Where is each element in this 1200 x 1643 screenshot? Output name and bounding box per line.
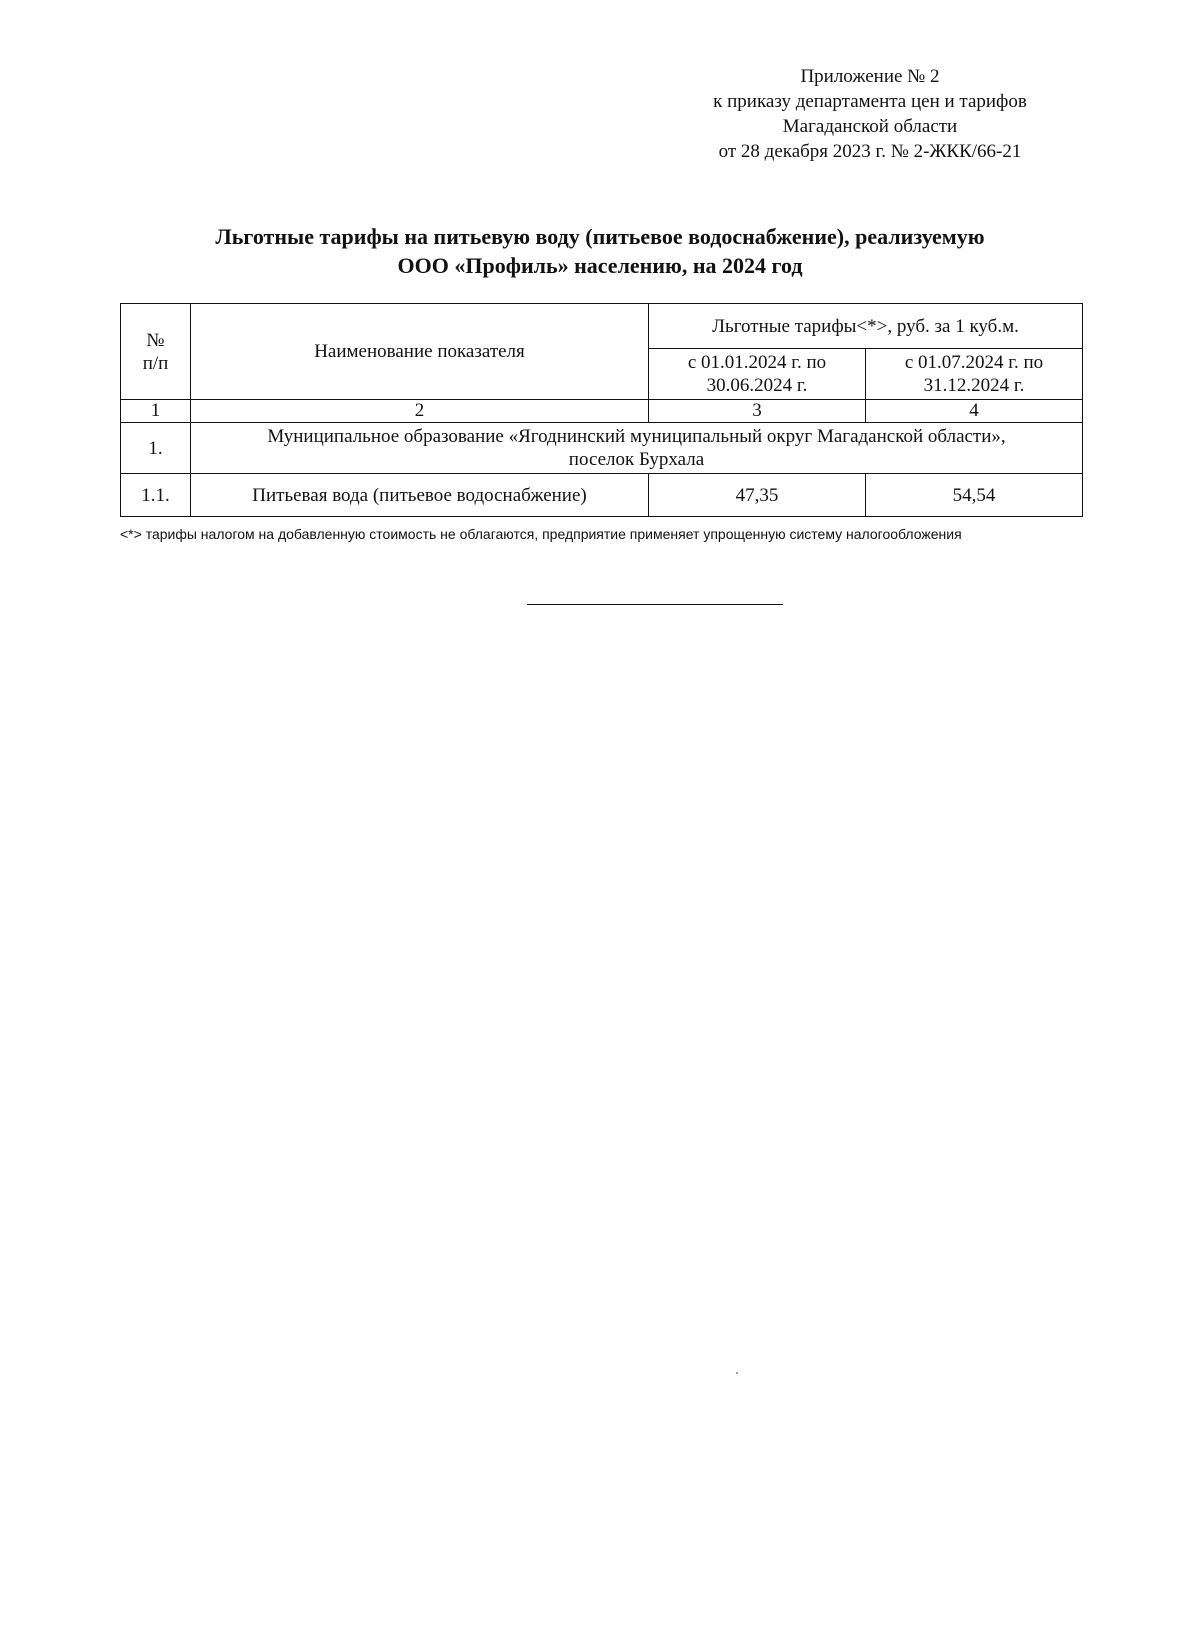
document-title-line-1: Льготные тарифы на питьевую воду (питьевое водоснабжение), реализуемую: [215, 224, 985, 249]
header-number-sign: №: [146, 329, 165, 351]
period-2-end: 31.12.2024 г.: [923, 375, 1025, 396]
column-number-cell: 4: [866, 400, 1083, 423]
appendix-number: Приложение № 2: [800, 66, 940, 87]
row-tariff-period-1-cell: 47,35: [649, 474, 866, 517]
tariffs-table: [120, 303, 1083, 517]
end-of-document-rule: [527, 604, 783, 605]
document-title-line-2: ООО «Профиль» населению, на 2024 год: [397, 253, 803, 278]
municipality-row: [121, 423, 1083, 474]
appendix-header: [670, 64, 1070, 164]
scan-artifact-dot: [736, 1372, 738, 1374]
municipality-name-line-1: Муниципальное образование «Ягоднинский муниципальный округ Магаданской области»,: [267, 426, 1006, 447]
header-period-1-cell: [649, 349, 866, 400]
table-row: [121, 474, 1083, 517]
row-number-cell: 1.1.: [121, 474, 191, 517]
appendix-region: Магаданской области: [782, 116, 958, 137]
footnote: <*> тарифы налогом на добавленную стоимость не облагаются, предприятие применяет упрощенную систему налогообложения: [120, 526, 962, 542]
row-tariff-period-2-cell: 54,54: [866, 474, 1083, 517]
appendix-order-reference: к приказу департамента цен и тарифов: [713, 91, 1027, 112]
municipality-name-cell: [191, 423, 1083, 474]
municipality-name-line-2: поселок Бурхала: [568, 449, 705, 470]
document-title: [130, 222, 1070, 280]
column-numbers-row: [121, 400, 1083, 423]
appendix-order-date: от 28 декабря 2023 г. № 2-ЖКК/66-21: [718, 141, 1022, 162]
row-indicator-cell: Питьевая вода (питьевое водоснабжение): [191, 474, 649, 517]
period-1-end: 30.06.2024 г.: [706, 375, 808, 396]
header-number-abbr: п/п: [142, 352, 169, 374]
column-number-cell: 3: [649, 400, 866, 423]
header-period-2-cell: [866, 349, 1083, 400]
period-1-start: с 01.01.2024 г. по: [687, 352, 827, 373]
header-indicator-cell: Наименование показателя: [191, 304, 649, 400]
column-number-cell: 1: [121, 400, 191, 423]
header-number-cell: [121, 304, 191, 400]
municipality-number-cell: 1.: [121, 423, 191, 474]
column-number-cell: 2: [191, 400, 649, 423]
header-tariffs-group-cell: Льготные тарифы<*>, руб. за 1 куб.м.: [649, 304, 1083, 349]
period-2-start: с 01.07.2024 г. по: [904, 352, 1044, 373]
table-header-row: [121, 304, 1083, 349]
